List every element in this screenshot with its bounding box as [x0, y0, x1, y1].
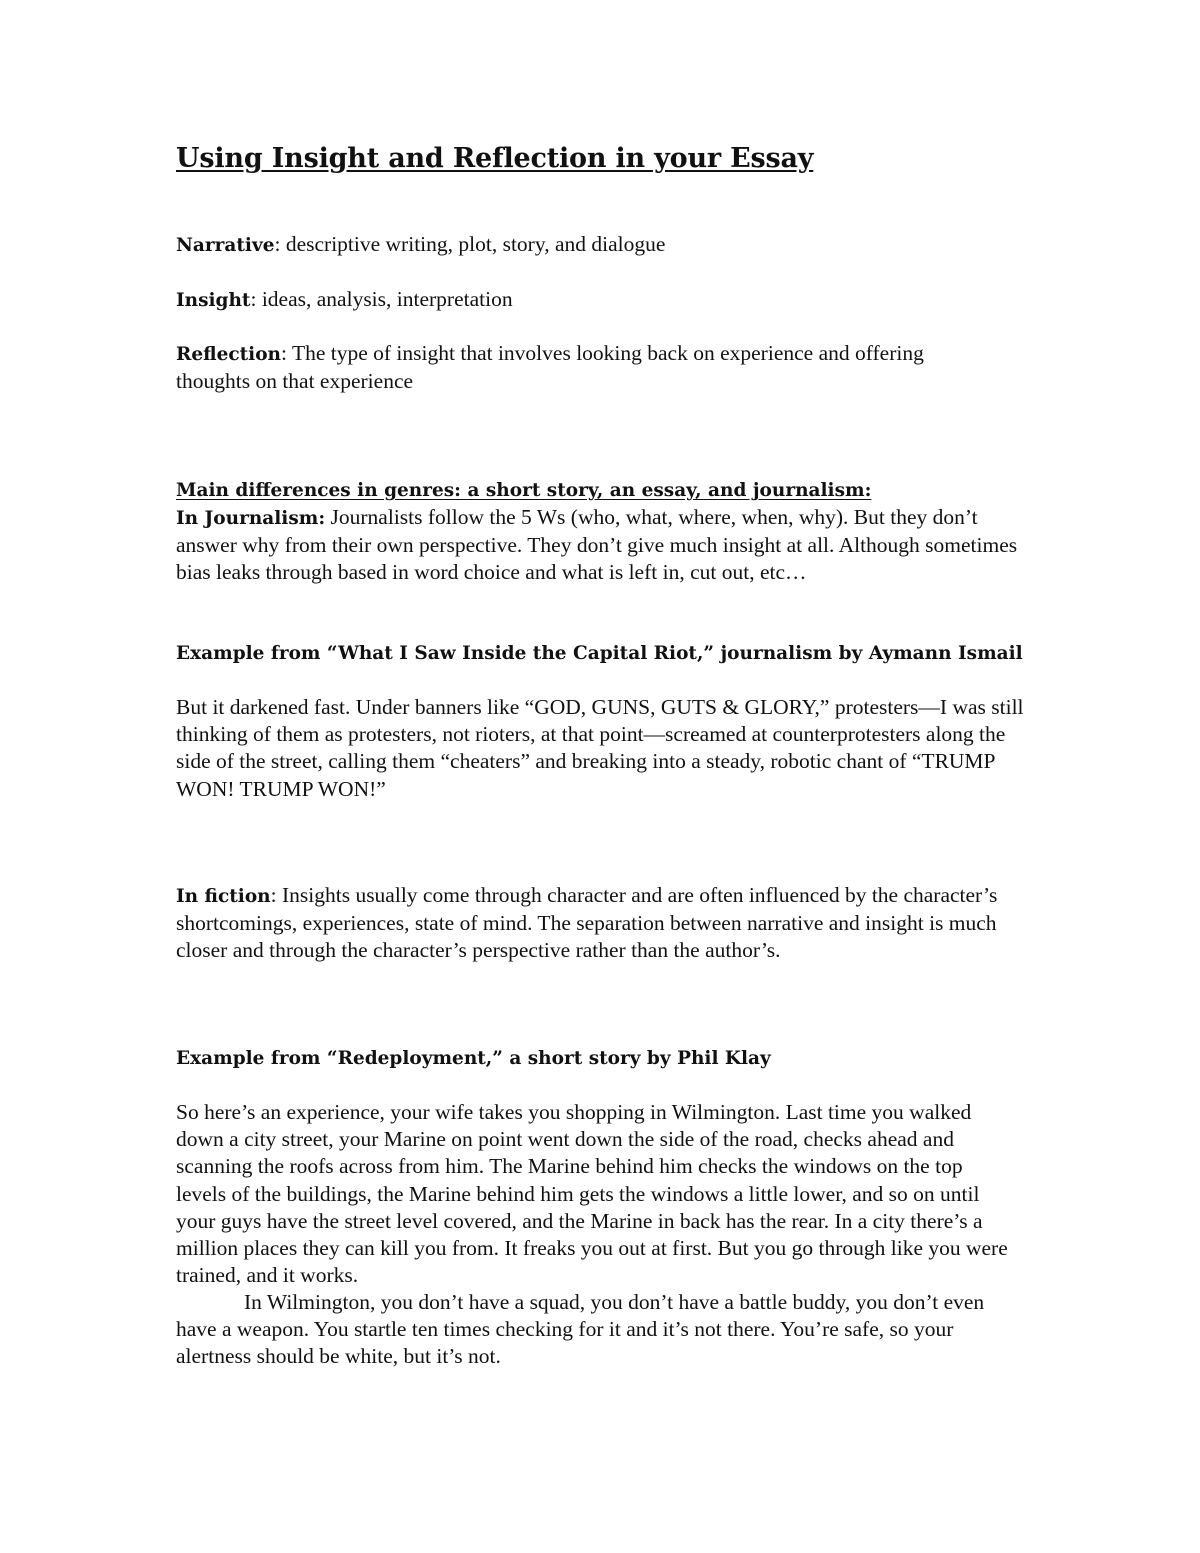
definition-term: Narrative — [176, 235, 275, 256]
fiction-example-paragraph-2: In Wilmington, you don’t have a squad, you don’t have a battle buddy, you don’t even have a weapon. You startle ten times checking for it and it’s not there. You’re safe, so your alertness should be white, but it’s not. — [176, 1290, 985, 1369]
definition-reflection — [176, 340, 996, 395]
definition-text: : descriptive writing, plot, story, and dialogue — [274, 232, 666, 256]
fiction-example-heading: Example from “Redeployment,” a short story by Phil Klay — [176, 1048, 771, 1069]
fiction-text: : Insights usually come through character and are often influenced by the character’s shortcomings, experiences, state of mind. The separation between narrative and insight is much closer and through the character’s perspective rather than the author’s. — [176, 883, 998, 963]
page-title: Using Insight and Reflection in your Essay — [176, 143, 814, 174]
genres-heading: Main differences in genres: a short story, an essay, and journalism: — [176, 480, 872, 501]
fiction-paragraph — [176, 882, 1006, 965]
definition-term: Insight — [176, 290, 251, 311]
definition-narrative — [176, 231, 1036, 259]
journalism-label: In Journalism: — [176, 508, 326, 529]
definition-text: : The type of insight that involves looking back on experience and offering thoughts on that experience — [176, 341, 924, 394]
fiction-example-paragraph-1: So here’s an experience, your wife takes you shopping in Wilmington. Last time you walked down a city street, your Marine on point went down the side of the road, checks ahead and scanning the roofs across from him. The Marine behind him checks the windows on the top levels of the buildings, the Marine behind him gets the windows a little lower, and so on until your guys have the street level covered, and the Marine in back has the rear. In a city there’s a million places they can kill you from. It freaks you out at first. But you go through like you were trained, and it works. — [176, 1100, 1008, 1288]
journalism-text: Journalists follow the 5 Ws (who, what, where, when, why). But they don’t answer why from their own perspective. They don’t give much insight at all. Although sometimes bias leaks through based in word choice and what is left in, cut out, etc… — [176, 505, 1018, 585]
definition-term: Reflection — [176, 344, 281, 365]
journalism-example-heading: Example from “What I Saw Inside the Capital Riot,” journalism by Aymann Ismail — [176, 643, 1023, 664]
journalism-example-text: But it darkened fast. Under banners like “GOD, GUNS, GUTS & GLORY,” protesters—I was still thinking of them as protesters, not rioters, at that point—screamed at counterprotesters along the side of the street, calling them “cheaters” and breaking into a steady, robotic chant of “TRUMP WON! TRUMP WON!” — [176, 695, 1024, 801]
definition-insight — [176, 286, 1036, 314]
journalism-paragraph — [176, 504, 1026, 587]
fiction-label: In fiction — [176, 886, 271, 907]
definition-text: : ideas, analysis, interpretation — [250, 287, 513, 311]
